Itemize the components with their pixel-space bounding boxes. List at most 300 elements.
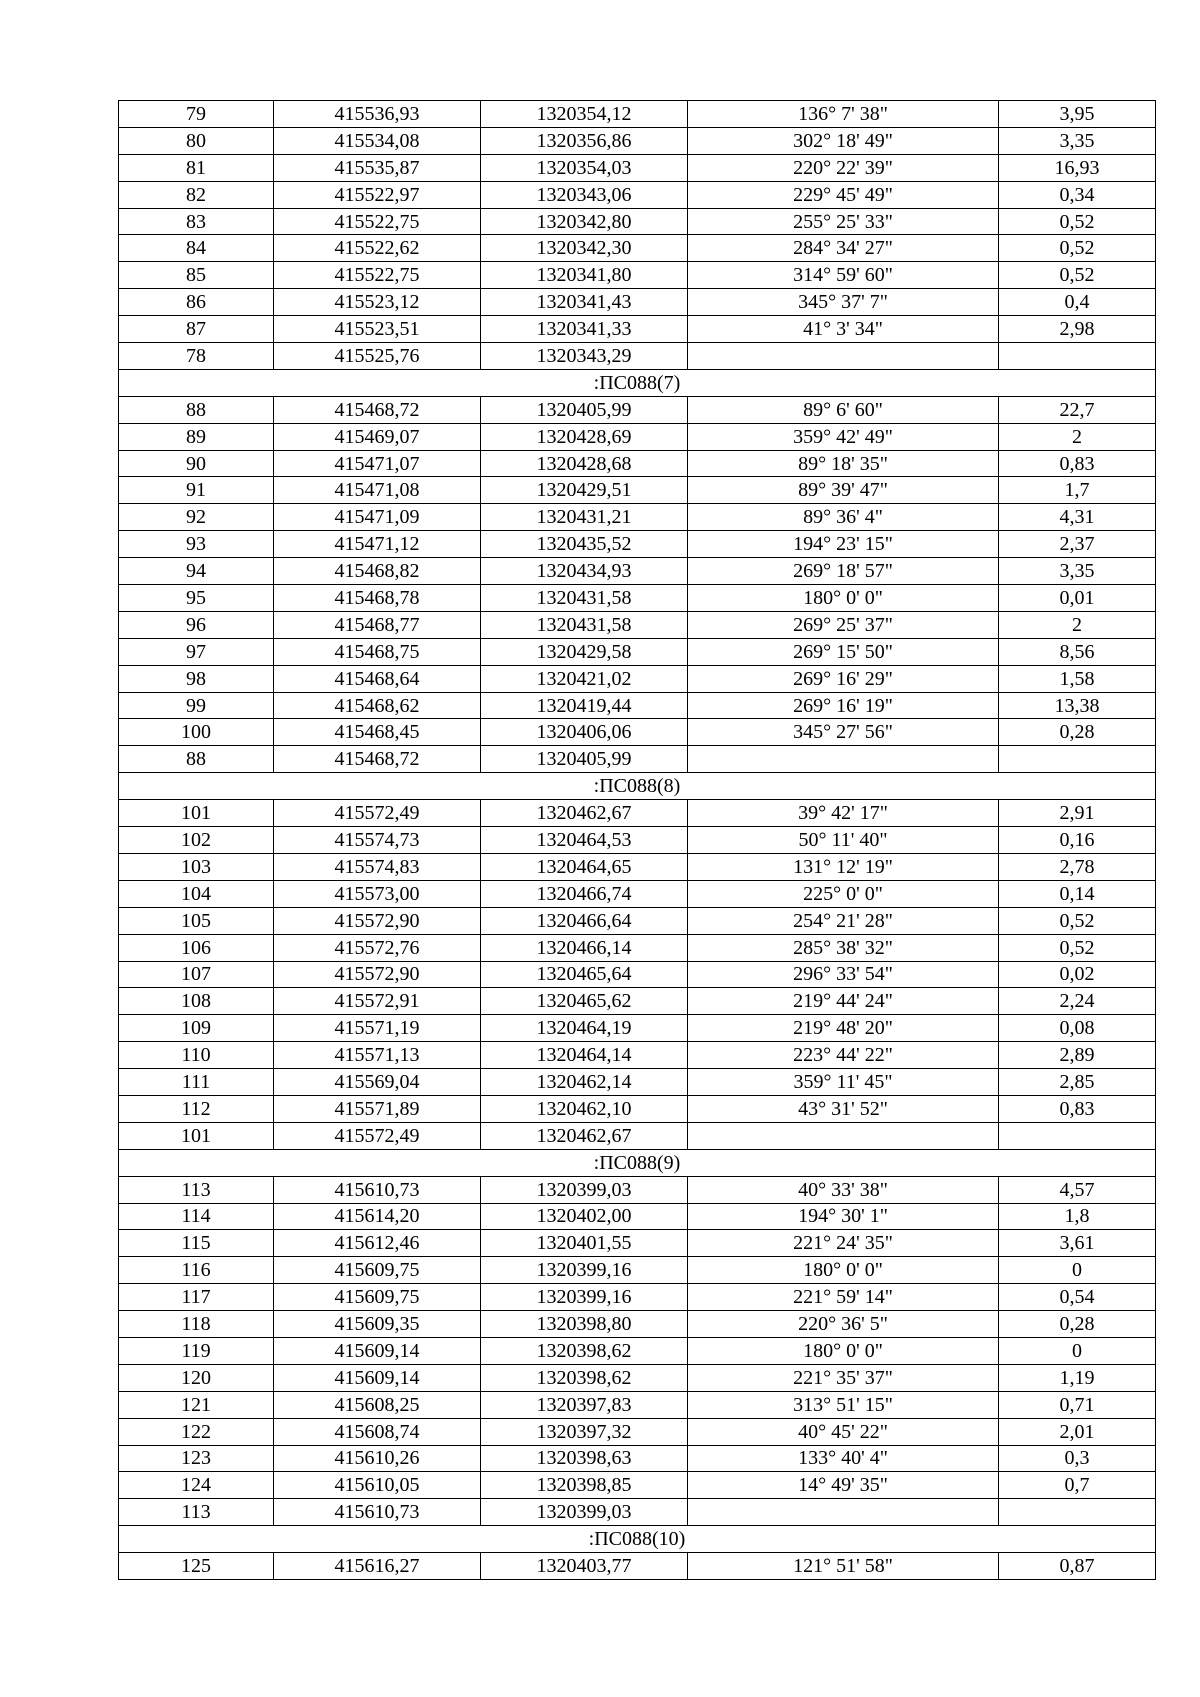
x-coordinate-cell: 415574,73: [274, 827, 481, 854]
distance-cell: 0,54: [999, 1284, 1156, 1311]
x-coordinate-cell: 415608,74: [274, 1418, 481, 1445]
table-row: [119, 181, 1156, 208]
x-coordinate-cell: 415614,20: [274, 1203, 481, 1230]
direction-angle-cell: 121° 51' 58": [688, 1553, 999, 1580]
y-coordinate-cell: 1320466,74: [481, 880, 688, 907]
distance-cell: 2,89: [999, 1042, 1156, 1069]
y-coordinate-cell: 1320464,19: [481, 1015, 688, 1042]
point-number-cell: 123: [119, 1445, 274, 1472]
table-row: [119, 1176, 1156, 1203]
direction-angle-cell: 220° 36' 5": [688, 1311, 999, 1338]
distance-cell: 0,3: [999, 1445, 1156, 1472]
x-coordinate-cell: 415616,27: [274, 1553, 481, 1580]
point-number-cell: 121: [119, 1391, 274, 1418]
y-coordinate-cell: 1320405,99: [481, 746, 688, 773]
point-number-cell: 120: [119, 1364, 274, 1391]
x-coordinate-cell: 415608,25: [274, 1391, 481, 1418]
direction-angle-cell: 284° 34' 27": [688, 235, 999, 262]
distance-cell: 4,31: [999, 504, 1156, 531]
y-coordinate-cell: 1320343,06: [481, 181, 688, 208]
distance-cell: 16,93: [999, 154, 1156, 181]
distance-cell: 13,38: [999, 692, 1156, 719]
distance-cell: 0,01: [999, 585, 1156, 612]
distance-cell: [999, 746, 1156, 773]
direction-angle-cell: 131° 12' 19": [688, 853, 999, 880]
table-row: [119, 1095, 1156, 1122]
direction-angle-cell: 133° 40' 4": [688, 1445, 999, 1472]
point-number-cell: 125: [119, 1553, 274, 1580]
point-number-cell: 98: [119, 665, 274, 692]
direction-angle-cell: 194° 23' 15": [688, 531, 999, 558]
distance-cell: [999, 1499, 1156, 1526]
distance-cell: 1,8: [999, 1203, 1156, 1230]
table-row: [119, 585, 1156, 612]
y-coordinate-cell: 1320341,43: [481, 289, 688, 316]
distance-cell: 1,19: [999, 1364, 1156, 1391]
direction-angle-cell: 359° 11' 45": [688, 1069, 999, 1096]
x-coordinate-cell: 415468,62: [274, 692, 481, 719]
section-header-row: [119, 1526, 1156, 1553]
direction-angle-cell: 50° 11' 40": [688, 827, 999, 854]
direction-angle-cell: 219° 48' 20": [688, 1015, 999, 1042]
point-number-cell: 105: [119, 907, 274, 934]
y-coordinate-cell: 1320431,58: [481, 611, 688, 638]
point-number-cell: 113: [119, 1499, 274, 1526]
direction-angle-cell: 136° 7' 38": [688, 101, 999, 128]
y-coordinate-cell: 1320356,86: [481, 127, 688, 154]
distance-cell: 4,57: [999, 1176, 1156, 1203]
y-coordinate-cell: 1320464,14: [481, 1042, 688, 1069]
y-coordinate-cell: 1320464,65: [481, 853, 688, 880]
direction-angle-cell: 269° 16' 29": [688, 665, 999, 692]
point-number-cell: 97: [119, 638, 274, 665]
y-coordinate-cell: 1320428,69: [481, 423, 688, 450]
y-coordinate-cell: 1320342,80: [481, 208, 688, 235]
y-coordinate-cell: 1320429,51: [481, 477, 688, 504]
x-coordinate-cell: 415523,51: [274, 316, 481, 343]
point-number-cell: 88: [119, 396, 274, 423]
point-number-cell: 110: [119, 1042, 274, 1069]
x-coordinate-cell: 415610,26: [274, 1445, 481, 1472]
direction-angle-cell: 296° 33' 54": [688, 961, 999, 988]
table-row: [119, 1311, 1156, 1338]
table-row: [119, 101, 1156, 128]
distance-cell: 0,52: [999, 208, 1156, 235]
direction-angle-cell: 220° 22' 39": [688, 154, 999, 181]
direction-angle-cell: 41° 3' 34": [688, 316, 999, 343]
point-number-cell: 78: [119, 343, 274, 370]
x-coordinate-cell: 415571,13: [274, 1042, 481, 1069]
x-coordinate-cell: 415609,75: [274, 1257, 481, 1284]
x-coordinate-cell: 415572,90: [274, 907, 481, 934]
distance-cell: 0,83: [999, 450, 1156, 477]
distance-cell: 0,87: [999, 1553, 1156, 1580]
y-coordinate-cell: 1320401,55: [481, 1230, 688, 1257]
table-row: [119, 477, 1156, 504]
y-coordinate-cell: 1320462,14: [481, 1069, 688, 1096]
direction-angle-cell: 285° 38' 32": [688, 934, 999, 961]
distance-cell: 3,61: [999, 1230, 1156, 1257]
table-row: [119, 235, 1156, 262]
distance-cell: 8,56: [999, 638, 1156, 665]
point-number-cell: 93: [119, 531, 274, 558]
x-coordinate-cell: 415535,87: [274, 154, 481, 181]
x-coordinate-cell: 415468,78: [274, 585, 481, 612]
table-row: [119, 1122, 1156, 1149]
direction-angle-cell: 223° 44' 22": [688, 1042, 999, 1069]
x-coordinate-cell: 415610,05: [274, 1472, 481, 1499]
x-coordinate-cell: 415522,97: [274, 181, 481, 208]
x-coordinate-cell: 415525,76: [274, 343, 481, 370]
point-number-cell: 104: [119, 880, 274, 907]
point-number-cell: 124: [119, 1472, 274, 1499]
y-coordinate-cell: 1320343,29: [481, 343, 688, 370]
direction-angle-cell: 254° 21' 28": [688, 907, 999, 934]
x-coordinate-cell: 415471,08: [274, 477, 481, 504]
section-label: :ПС088(10): [119, 1526, 1156, 1553]
y-coordinate-cell: 1320354,03: [481, 154, 688, 181]
x-coordinate-cell: 415574,83: [274, 853, 481, 880]
direction-angle-cell: 194° 30' 1": [688, 1203, 999, 1230]
y-coordinate-cell: 1320462,67: [481, 800, 688, 827]
table-row: [119, 396, 1156, 423]
point-number-cell: 119: [119, 1337, 274, 1364]
table-row: [119, 746, 1156, 773]
x-coordinate-cell: 415572,90: [274, 961, 481, 988]
table-row: [119, 1553, 1156, 1580]
x-coordinate-cell: 415572,49: [274, 800, 481, 827]
y-coordinate-cell: 1320354,12: [481, 101, 688, 128]
point-number-cell: 109: [119, 1015, 274, 1042]
table-row: [119, 1445, 1156, 1472]
x-coordinate-cell: 415572,76: [274, 934, 481, 961]
direction-angle-cell: 180° 0' 0": [688, 1257, 999, 1284]
point-number-cell: 88: [119, 746, 274, 773]
distance-cell: 0,7: [999, 1472, 1156, 1499]
table-row: [119, 800, 1156, 827]
direction-angle-cell: 89° 6' 60": [688, 396, 999, 423]
x-coordinate-cell: 415609,75: [274, 1284, 481, 1311]
table-row: [119, 1015, 1156, 1042]
distance-cell: 0,52: [999, 907, 1156, 934]
x-coordinate-cell: 415468,72: [274, 396, 481, 423]
direction-angle-cell: 39° 42' 17": [688, 800, 999, 827]
point-number-cell: 94: [119, 558, 274, 585]
direction-angle-cell: [688, 343, 999, 370]
section-header-row: [119, 773, 1156, 800]
point-number-cell: 117: [119, 1284, 274, 1311]
distance-cell: 0,83: [999, 1095, 1156, 1122]
x-coordinate-cell: 415471,12: [274, 531, 481, 558]
distance-cell: 0,52: [999, 934, 1156, 961]
y-coordinate-cell: 1320431,21: [481, 504, 688, 531]
table-row: [119, 208, 1156, 235]
x-coordinate-cell: 415522,62: [274, 235, 481, 262]
section-header-row: [119, 369, 1156, 396]
direction-angle-cell: 229° 45' 49": [688, 181, 999, 208]
x-coordinate-cell: 415572,49: [274, 1122, 481, 1149]
y-coordinate-cell: 1320397,32: [481, 1418, 688, 1445]
table-row: [119, 1364, 1156, 1391]
x-coordinate-cell: 415468,82: [274, 558, 481, 585]
point-number-cell: 112: [119, 1095, 274, 1122]
distance-cell: 2,98: [999, 316, 1156, 343]
table-row: [119, 880, 1156, 907]
table-row: [119, 961, 1156, 988]
point-number-cell: 113: [119, 1176, 274, 1203]
direction-angle-cell: [688, 1499, 999, 1526]
direction-angle-cell: 221° 59' 14": [688, 1284, 999, 1311]
direction-angle-cell: 89° 39' 47": [688, 477, 999, 504]
point-number-cell: 90: [119, 450, 274, 477]
table-row: [119, 1230, 1156, 1257]
distance-cell: 2: [999, 423, 1156, 450]
table-row: [119, 1418, 1156, 1445]
x-coordinate-cell: 415573,00: [274, 880, 481, 907]
direction-angle-cell: 255° 25' 33": [688, 208, 999, 235]
y-coordinate-cell: 1320434,93: [481, 558, 688, 585]
distance-cell: [999, 343, 1156, 370]
y-coordinate-cell: 1320398,62: [481, 1364, 688, 1391]
y-coordinate-cell: 1320399,16: [481, 1284, 688, 1311]
direction-angle-cell: 314° 59' 60": [688, 262, 999, 289]
x-coordinate-cell: 415609,14: [274, 1364, 481, 1391]
x-coordinate-cell: 415609,14: [274, 1337, 481, 1364]
distance-cell: 2,91: [999, 800, 1156, 827]
x-coordinate-cell: 415468,64: [274, 665, 481, 692]
x-coordinate-cell: 415471,07: [274, 450, 481, 477]
x-coordinate-cell: 415468,77: [274, 611, 481, 638]
table-row: [119, 1499, 1156, 1526]
point-number-cell: 103: [119, 853, 274, 880]
direction-angle-cell: 345° 37' 7": [688, 289, 999, 316]
y-coordinate-cell: 1320466,64: [481, 907, 688, 934]
direction-angle-cell: 225° 0' 0": [688, 880, 999, 907]
x-coordinate-cell: 415610,73: [274, 1499, 481, 1526]
direction-angle-cell: 219° 44' 24": [688, 988, 999, 1015]
y-coordinate-cell: 1320398,80: [481, 1311, 688, 1338]
point-number-cell: 83: [119, 208, 274, 235]
direction-angle-cell: [688, 746, 999, 773]
x-coordinate-cell: 415610,73: [274, 1176, 481, 1203]
point-number-cell: 116: [119, 1257, 274, 1284]
point-number-cell: 108: [119, 988, 274, 1015]
point-number-cell: 111: [119, 1069, 274, 1096]
point-number-cell: 107: [119, 961, 274, 988]
y-coordinate-cell: 1320398,85: [481, 1472, 688, 1499]
table-row: [119, 450, 1156, 477]
table-row: [119, 853, 1156, 880]
table-row: [119, 316, 1156, 343]
y-coordinate-cell: 1320397,83: [481, 1391, 688, 1418]
x-coordinate-cell: 415523,12: [274, 289, 481, 316]
y-coordinate-cell: 1320421,02: [481, 665, 688, 692]
distance-cell: 0,52: [999, 262, 1156, 289]
point-number-cell: 87: [119, 316, 274, 343]
distance-cell: 0,52: [999, 235, 1156, 262]
table-row: [119, 531, 1156, 558]
table-row: [119, 504, 1156, 531]
point-number-cell: 89: [119, 423, 274, 450]
y-coordinate-cell: 1320403,77: [481, 1553, 688, 1580]
table-row: [119, 1203, 1156, 1230]
direction-angle-cell: 14° 49' 35": [688, 1472, 999, 1499]
distance-cell: 3,35: [999, 558, 1156, 585]
distance-cell: 0: [999, 1257, 1156, 1284]
direction-angle-cell: 302° 18' 49": [688, 127, 999, 154]
table-row: [119, 692, 1156, 719]
point-number-cell: 99: [119, 692, 274, 719]
point-number-cell: 122: [119, 1418, 274, 1445]
y-coordinate-cell: 1320399,03: [481, 1176, 688, 1203]
direction-angle-cell: 221° 35' 37": [688, 1364, 999, 1391]
table-row: [119, 127, 1156, 154]
x-coordinate-cell: 415536,93: [274, 101, 481, 128]
point-number-cell: 115: [119, 1230, 274, 1257]
table-row: [119, 423, 1156, 450]
distance-cell: 3,35: [999, 127, 1156, 154]
y-coordinate-cell: 1320341,33: [481, 316, 688, 343]
table-row: [119, 1257, 1156, 1284]
x-coordinate-cell: 415471,09: [274, 504, 481, 531]
distance-cell: 0,71: [999, 1391, 1156, 1418]
point-number-cell: 81: [119, 154, 274, 181]
y-coordinate-cell: 1320398,62: [481, 1337, 688, 1364]
y-coordinate-cell: 1320402,00: [481, 1203, 688, 1230]
x-coordinate-cell: 415522,75: [274, 262, 481, 289]
coordinates-table: [118, 100, 1156, 1580]
y-coordinate-cell: 1320419,44: [481, 692, 688, 719]
direction-angle-cell: 359° 42' 49": [688, 423, 999, 450]
y-coordinate-cell: 1320462,10: [481, 1095, 688, 1122]
table-row: [119, 988, 1156, 1015]
table-row: [119, 1337, 1156, 1364]
distance-cell: 1,58: [999, 665, 1156, 692]
distance-cell: 0,16: [999, 827, 1156, 854]
distance-cell: 0,4: [999, 289, 1156, 316]
distance-cell: 2,24: [999, 988, 1156, 1015]
distance-cell: 2: [999, 611, 1156, 638]
direction-angle-cell: 180° 0' 0": [688, 1337, 999, 1364]
distance-cell: 0,14: [999, 880, 1156, 907]
point-number-cell: 85: [119, 262, 274, 289]
direction-angle-cell: 345° 27' 56": [688, 719, 999, 746]
section-label: :ПС088(8): [119, 773, 1156, 800]
section-label: :ПС088(9): [119, 1149, 1156, 1176]
table-row: [119, 1284, 1156, 1311]
x-coordinate-cell: 415571,19: [274, 1015, 481, 1042]
distance-cell: 0,28: [999, 719, 1156, 746]
point-number-cell: 96: [119, 611, 274, 638]
table-row: [119, 1391, 1156, 1418]
distance-cell: 2,78: [999, 853, 1156, 880]
x-coordinate-cell: 415612,46: [274, 1230, 481, 1257]
x-coordinate-cell: 415609,35: [274, 1311, 481, 1338]
point-number-cell: 84: [119, 235, 274, 262]
y-coordinate-cell: 1320429,58: [481, 638, 688, 665]
table-row: [119, 289, 1156, 316]
table-row: [119, 154, 1156, 181]
y-coordinate-cell: 1320398,63: [481, 1445, 688, 1472]
point-number-cell: 79: [119, 101, 274, 128]
y-coordinate-cell: 1320428,68: [481, 450, 688, 477]
x-coordinate-cell: 415534,08: [274, 127, 481, 154]
table-row: [119, 907, 1156, 934]
y-coordinate-cell: 1320466,14: [481, 934, 688, 961]
direction-angle-cell: 180° 0' 0": [688, 585, 999, 612]
point-number-cell: 101: [119, 1122, 274, 1149]
y-coordinate-cell: 1320465,64: [481, 961, 688, 988]
distance-cell: 2,01: [999, 1418, 1156, 1445]
x-coordinate-cell: 415469,07: [274, 423, 481, 450]
distance-cell: 0: [999, 1337, 1156, 1364]
y-coordinate-cell: 1320341,80: [481, 262, 688, 289]
distance-cell: 3,95: [999, 101, 1156, 128]
y-coordinate-cell: 1320462,67: [481, 1122, 688, 1149]
point-number-cell: 91: [119, 477, 274, 504]
table-row: [119, 1042, 1156, 1069]
table-row: [119, 558, 1156, 585]
distance-cell: 1,7: [999, 477, 1156, 504]
point-number-cell: 114: [119, 1203, 274, 1230]
y-coordinate-cell: 1320399,16: [481, 1257, 688, 1284]
section-header-row: [119, 1149, 1156, 1176]
section-label: :ПС088(7): [119, 369, 1156, 396]
point-number-cell: 95: [119, 585, 274, 612]
y-coordinate-cell: 1320399,03: [481, 1499, 688, 1526]
table-row: [119, 638, 1156, 665]
coordinates-table-body: [119, 101, 1156, 1580]
distance-cell: 0,34: [999, 181, 1156, 208]
direction-angle-cell: 269° 25' 37": [688, 611, 999, 638]
point-number-cell: 102: [119, 827, 274, 854]
y-coordinate-cell: 1320464,53: [481, 827, 688, 854]
point-number-cell: 118: [119, 1311, 274, 1338]
point-number-cell: 86: [119, 289, 274, 316]
direction-angle-cell: 269° 16' 19": [688, 692, 999, 719]
direction-angle-cell: 40° 45' 22": [688, 1418, 999, 1445]
y-coordinate-cell: 1320342,30: [481, 235, 688, 262]
y-coordinate-cell: 1320406,06: [481, 719, 688, 746]
table-row: [119, 719, 1156, 746]
y-coordinate-cell: 1320405,99: [481, 396, 688, 423]
x-coordinate-cell: 415572,91: [274, 988, 481, 1015]
table-row: [119, 343, 1156, 370]
y-coordinate-cell: 1320435,52: [481, 531, 688, 558]
point-number-cell: 80: [119, 127, 274, 154]
x-coordinate-cell: 415468,75: [274, 638, 481, 665]
distance-cell: 0,08: [999, 1015, 1156, 1042]
table-row: [119, 1069, 1156, 1096]
distance-cell: 22,7: [999, 396, 1156, 423]
x-coordinate-cell: 415569,04: [274, 1069, 481, 1096]
direction-angle-cell: 221° 24' 35": [688, 1230, 999, 1257]
direction-angle-cell: 269° 18' 57": [688, 558, 999, 585]
direction-angle-cell: 313° 51' 15": [688, 1391, 999, 1418]
point-number-cell: 101: [119, 800, 274, 827]
table-row: [119, 1472, 1156, 1499]
x-coordinate-cell: 415468,72: [274, 746, 481, 773]
distance-cell: 0,02: [999, 961, 1156, 988]
direction-angle-cell: 40° 33' 38": [688, 1176, 999, 1203]
distance-cell: 2,85: [999, 1069, 1156, 1096]
y-coordinate-cell: 1320431,58: [481, 585, 688, 612]
x-coordinate-cell: 415571,89: [274, 1095, 481, 1122]
table-row: [119, 611, 1156, 638]
point-number-cell: 92: [119, 504, 274, 531]
table-row: [119, 934, 1156, 961]
direction-angle-cell: 269° 15' 50": [688, 638, 999, 665]
